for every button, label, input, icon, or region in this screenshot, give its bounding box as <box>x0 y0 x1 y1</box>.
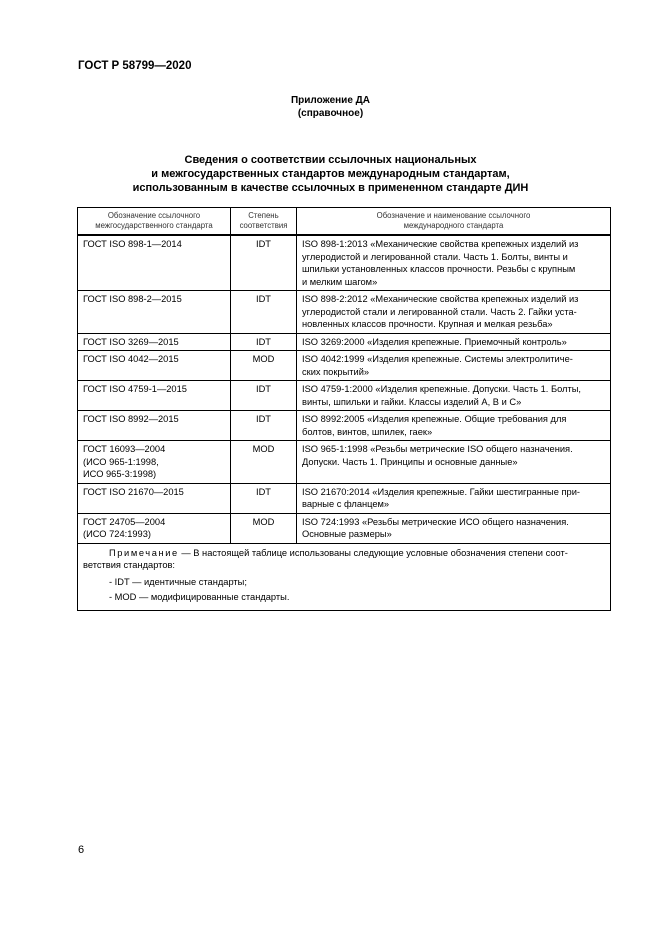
ref-standard-cell <box>78 351 231 381</box>
ref-standard-line: ГОСТ ISO 898-1—2014 <box>83 239 182 249</box>
intl-standard-line: ISO 724:1993 «Резьбы метрические ИСО общего назначения. <box>302 516 569 527</box>
ref-standard-cell <box>78 483 231 513</box>
degree-cell: IDT <box>231 333 297 351</box>
ref-standard-line: ГОСТ ISO 4759-1—2015 <box>83 384 187 394</box>
intl-standard-cell <box>297 333 611 351</box>
ref-standard-cell <box>78 513 231 543</box>
intl-standard-cell <box>297 483 611 513</box>
header-ref-line: Обозначение ссылочного <box>107 210 201 220</box>
intl-standard-cell <box>297 291 611 334</box>
intl-standard-cell <box>297 441 611 484</box>
degree-cell: IDT <box>231 235 297 291</box>
degree-cell: IDT <box>231 291 297 334</box>
intl-standard-line: углеродистой и легированной стали. Часть 1. Болты, винты и <box>302 251 568 262</box>
table-row <box>78 483 611 513</box>
title-line-3: использованным в качестве ссылочных в примененном стандарте ДИН <box>132 182 529 194</box>
table-row <box>78 441 611 484</box>
ref-standard-cell <box>78 291 231 334</box>
intl-standard-line: новленных классов прочности. Крупная и мелкая резьба» <box>302 319 553 329</box>
header-degree-line: Степень <box>248 210 279 220</box>
degree-cell: IDT <box>231 411 297 441</box>
table-row <box>78 411 611 441</box>
degree-cell: IDT <box>231 483 297 513</box>
intl-standard-line: ISO 4042:1999 «Изделия крепежные. Системы электролитиче- <box>302 354 573 364</box>
ref-standard-line: ГОСТ ISO 3269—2015 <box>83 336 179 347</box>
intl-standard-line: болтов, винтов, шпилек, гаек» <box>302 426 433 437</box>
table-row <box>78 381 611 411</box>
intl-standard-cell <box>297 411 611 441</box>
note-text-line-1: — В настоящей таблице использованы следующие условные обозначения степени соот- <box>178 547 568 558</box>
ref-standard-line: ГОСТ 24705—2004 <box>83 516 166 527</box>
degree-cell: IDT <box>231 381 297 411</box>
table-header-row <box>78 208 611 236</box>
table-row <box>78 333 611 351</box>
intl-standard-line: винты, шпильки и гайки. Классы изделий А, В и С» <box>302 396 522 407</box>
ref-standard-line: ГОСТ ISO 8992—2015 <box>83 414 179 424</box>
ref-standard-line: (ИСО 965-1:1998, <box>83 456 159 467</box>
ref-standard-line: ГОСТ ISO 21670—2015 <box>83 486 184 497</box>
intl-standard-line: и мелким шагом» <box>302 276 378 287</box>
intl-standard-cell <box>297 351 611 381</box>
header-intl-standard <box>297 208 611 236</box>
ref-standard-cell <box>78 441 231 484</box>
ref-standard-line: ГОСТ ISO 4042—2015 <box>83 354 179 364</box>
intl-standard-line: ISO 3269:2000 «Изделия крепежные. Приемочный контроль» <box>302 336 567 347</box>
intl-standard-line: шпильки установленных классов прочности. Резьбы с крупным <box>302 264 576 274</box>
ref-standard-cell <box>78 235 231 291</box>
table-row <box>78 291 611 334</box>
header-degree-line: соответствия <box>239 221 288 230</box>
title-line-1: Сведения о соответствии ссылочных национальных <box>184 154 477 166</box>
intl-standard-line: ISO 21670:2014 «Изделия крепежные. Гайки шестигранные при- <box>302 486 580 497</box>
intl-standard-line: ISO 965-1:1998 «Резьбы метрические ISO общего назначения. <box>302 444 573 454</box>
intl-standard-line: ISO 898-1:2013 «Механические свойства крепежных изделий из <box>302 239 579 249</box>
intl-standard-line: ISO 4759-1:2000 «Изделия крепежные. Допуски. Часть 1. Болты, <box>302 384 581 394</box>
ref-standard-cell <box>78 333 231 351</box>
note-row <box>78 543 611 610</box>
table-row <box>78 351 611 381</box>
header-degree <box>231 208 297 236</box>
header-ref-standard <box>78 208 231 236</box>
degree-cell: MOD <box>231 441 297 484</box>
ref-standard-line: ИСО 965-3:1998) <box>83 469 157 479</box>
degree-cell: MOD <box>231 351 297 381</box>
appendix-heading <box>0 94 661 120</box>
intl-standard-cell <box>297 381 611 411</box>
note-item-mod: - MOD — модифицированные стандарты. <box>109 592 290 602</box>
intl-standard-cell <box>297 235 611 291</box>
appendix-subtitle: (справочное) <box>297 108 364 119</box>
note-item-idt: - IDT — идентичные стандарты; <box>109 576 247 587</box>
table-row <box>78 235 611 291</box>
intl-standard-line: варные с фланцем» <box>302 499 390 509</box>
intl-standard-line: Допуски. Часть 1. Принципы и основные данные» <box>302 456 518 467</box>
page-number: 6 <box>78 844 85 856</box>
header-ref-line: межгосударственного стандарта <box>95 221 213 230</box>
standard-code-header: ГОСТ Р 58799—2020 <box>78 60 192 72</box>
ref-standard-line: ГОСТ 16093—2004 <box>83 444 166 454</box>
note-text-line-2: ветствия стандартов: <box>83 560 176 570</box>
header-intl-line: Обозначение и наименование ссылочного <box>376 210 531 220</box>
intl-standard-line: ISO 898-2:2012 «Механические свойства крепежных изделий из <box>302 294 579 304</box>
intl-standard-line: углеродистой стали и легированной стали. Часть 2. Гайки уста- <box>302 306 577 317</box>
note-text <box>83 547 605 572</box>
document-title <box>0 153 661 195</box>
note-cell <box>78 543 611 610</box>
intl-standard-line: Основные размеры» <box>302 529 392 539</box>
appendix-title: Приложение ДА <box>290 95 371 106</box>
ref-standard-line: ГОСТ ISO 898-2—2015 <box>83 294 182 304</box>
intl-standard-line: ских покрытий» <box>302 366 370 377</box>
degree-cell: MOD <box>231 513 297 543</box>
ref-standard-line: (ИСО 724:1993) <box>83 529 151 539</box>
intl-standard-cell <box>297 513 611 543</box>
note-label: Примечание <box>109 547 179 558</box>
correspondence-table <box>77 207 611 611</box>
ref-standard-cell <box>78 411 231 441</box>
table-row <box>78 513 611 543</box>
title-line-2: и межгосударственных стандартов международным стандартам, <box>151 168 510 180</box>
ref-standard-cell <box>78 381 231 411</box>
intl-standard-line: ISO 8992:2005 «Изделия крепежные. Общие требования для <box>302 414 567 424</box>
header-intl-line: международного стандарта <box>403 221 504 230</box>
